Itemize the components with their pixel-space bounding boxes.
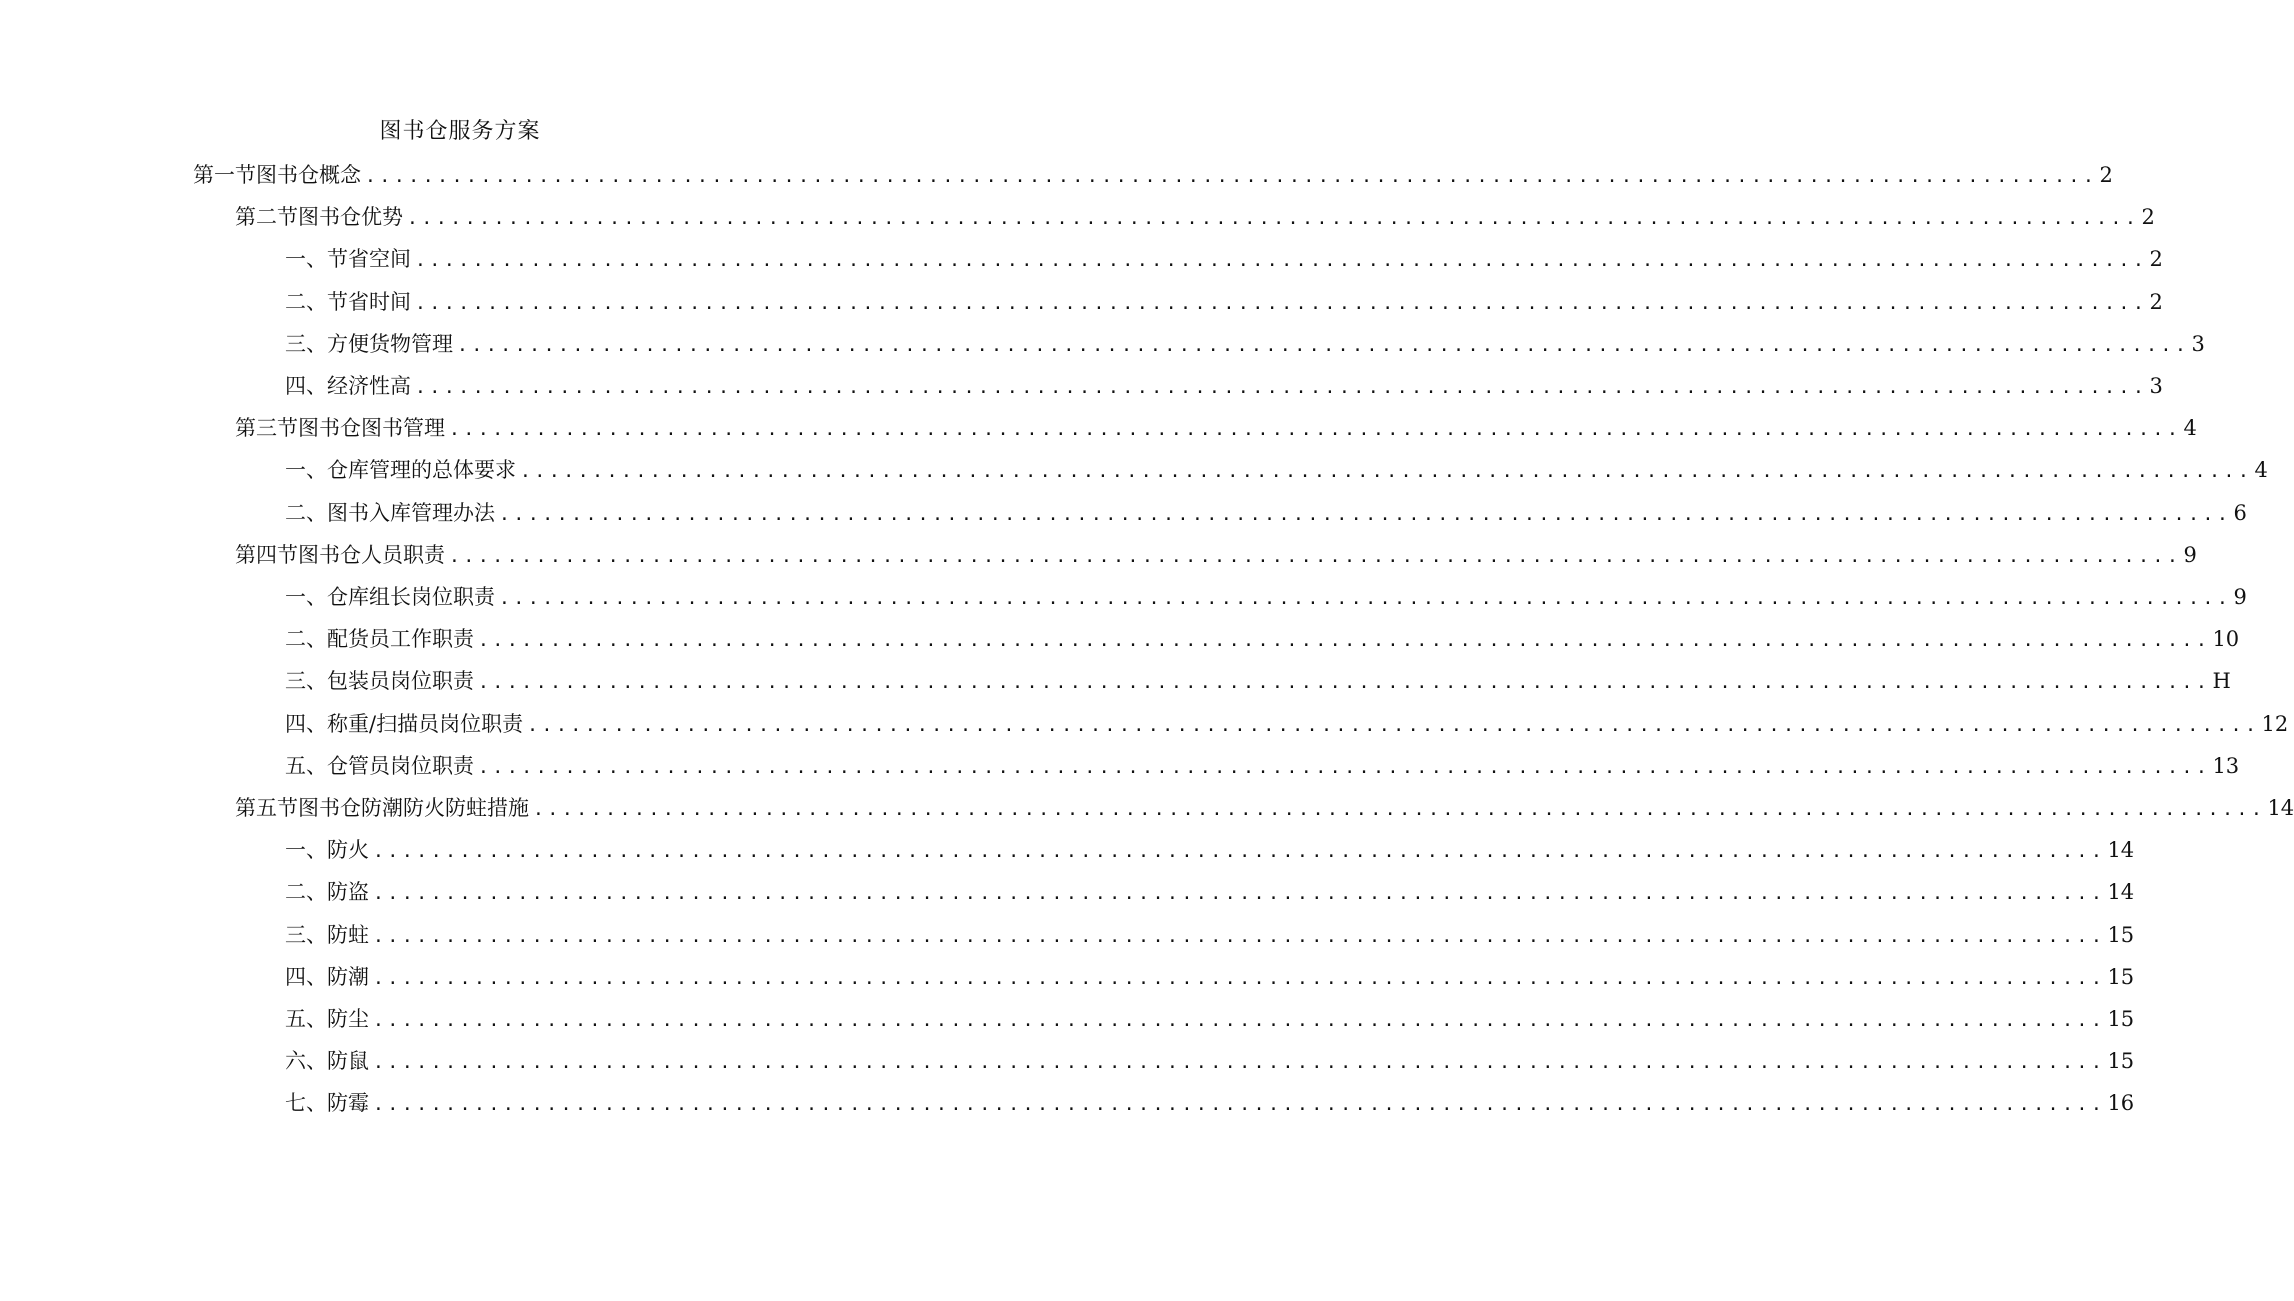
toc-entry-label: 一、仓库管理的总体要求 (285, 458, 516, 482)
toc-entry[interactable] (235, 538, 2197, 572)
toc-dot-leader: ........................................................................................................................ (373, 841, 2106, 862)
toc-entry[interactable] (285, 918, 2135, 952)
toc-dot-leader: ........................................................................................................................ (533, 799, 2266, 820)
toc-page-number: 9 (2183, 543, 2197, 567)
toc-entry[interactable] (285, 496, 2247, 530)
toc-entry[interactable] (285, 1002, 2135, 1036)
toc-dot-leader: ........................................................................................................................ (520, 461, 2253, 482)
toc-entry[interactable] (285, 285, 2163, 319)
toc-page-number: 3 (2191, 332, 2205, 356)
toc-dot-leader: ........................................................................................................................ (478, 672, 2211, 693)
toc-dot-leader: ........................................................................................................................ (478, 630, 2211, 651)
toc-entry-label: 二、配货员工作职责 (285, 627, 474, 651)
toc-page-number: 15 (2107, 923, 2135, 947)
toc-page-number: 3 (2149, 374, 2163, 398)
toc-entry[interactable] (285, 242, 2163, 276)
toc-entry[interactable] (285, 453, 2268, 487)
toc-page-number: 4 (2254, 458, 2268, 482)
toc-entry-label: 五、仓管员岗位职责 (285, 754, 474, 778)
toc-entry[interactable] (285, 749, 2240, 783)
toc-page-number: 16 (2107, 1091, 2135, 1115)
toc-dot-leader: ........................................................................................................................ (449, 546, 2182, 567)
toc-dot-leader: ........................................................................................................................ (365, 166, 2098, 187)
toc-entry[interactable] (285, 1086, 2135, 1120)
toc-entry-label: 四、经济性高 (285, 374, 411, 398)
toc-entry[interactable] (285, 369, 2163, 403)
toc-page-number: 13 (2212, 754, 2240, 778)
toc-page-number: 15 (2107, 1007, 2135, 1031)
toc-dot-leader: ........................................................................................................................ (457, 335, 2190, 356)
document-title: 图书仓服务方案 (379, 119, 541, 144)
toc-entry-label: 第一节图书仓概念 (193, 163, 361, 187)
toc-page-number: 2 (2149, 290, 2163, 314)
toc-entry-label: 三、方便货物管理 (285, 332, 453, 356)
toc-entry[interactable] (285, 707, 2289, 741)
toc-entry[interactable] (235, 411, 2197, 445)
toc-entry-label: 一、节省空间 (285, 247, 411, 271)
toc-entry[interactable] (285, 833, 2135, 867)
toc-dot-leader: ........................................................................................................................ (373, 926, 2106, 947)
toc-page-number: 6 (2233, 501, 2247, 525)
toc-page-number: H (2212, 669, 2231, 693)
toc-entry[interactable] (235, 200, 2155, 234)
toc-dot-leader: ........................................................................................................................ (373, 1094, 2106, 1115)
toc-entry-label: 第四节图书仓人员职责 (235, 543, 445, 567)
toc-entry-label: 一、防火 (285, 838, 369, 862)
toc-entry-label: 七、防霉 (285, 1091, 369, 1115)
toc-entry[interactable] (285, 960, 2135, 994)
toc-dot-leader: ........................................................................................................................ (373, 1010, 2106, 1031)
toc-dot-leader: ........................................................................................................................ (499, 504, 2232, 525)
toc-entry-label: 第三节图书仓图书管理 (235, 416, 445, 440)
toc-entry-label: 三、防蛀 (285, 923, 369, 947)
toc-dot-leader: ........................................................................................................................ (373, 968, 2106, 989)
toc-page-number: 2 (2141, 205, 2155, 229)
toc-entry[interactable] (285, 622, 2240, 656)
toc-page-number: 14 (2107, 880, 2135, 904)
toc-dot-leader: ........................................................................................................................ (415, 377, 2148, 398)
toc-entry-label: 二、图书入库管理办法 (285, 501, 495, 525)
toc-entry[interactable] (285, 875, 2135, 909)
toc-entry-label: 四、称重/扫描员岗位职责 (285, 712, 524, 736)
toc-dot-leader: ........................................................................................................................ (407, 208, 2140, 229)
toc-page-number: 15 (2107, 1049, 2135, 1073)
toc-entry-label: 二、防盗 (285, 880, 369, 904)
toc-dot-leader: ........................................................................................................................ (478, 757, 2211, 778)
toc-page-number: 10 (2212, 627, 2240, 651)
toc-entry[interactable] (285, 664, 2231, 698)
toc-entry-label: 二、节省时间 (285, 290, 411, 314)
toc-dot-leader: ........................................................................................................................ (415, 250, 2148, 271)
toc-entry-label: 第二节图书仓优势 (235, 205, 403, 229)
toc-dot-leader: ........................................................................................................................ (415, 293, 2148, 314)
toc-page-number: 12 (2261, 712, 2289, 736)
toc-page-number: 4 (2183, 416, 2197, 440)
toc-page-number: 2 (2149, 247, 2163, 271)
toc-page-number: 14 (2107, 838, 2135, 862)
toc-entry-label: 四、防潮 (285, 965, 369, 989)
toc-dot-leader: ........................................................................................................................ (499, 588, 2232, 609)
toc-dot-leader: ........................................................................................................................ (373, 883, 2106, 904)
toc-entry-label: 一、仓库组长岗位职责 (285, 585, 495, 609)
toc-entry[interactable] (285, 1044, 2135, 1078)
toc-entry-label: 六、防鼠 (285, 1049, 369, 1073)
toc-entry[interactable] (193, 158, 2113, 192)
toc-entry[interactable] (235, 791, 2294, 825)
toc-page-number: 9 (2233, 585, 2247, 609)
toc-entry[interactable] (285, 327, 2205, 361)
toc-dot-leader: ........................................................................................................................ (527, 715, 2260, 736)
toc-page-number: 15 (2107, 965, 2135, 989)
toc-entry-label: 三、包装员岗位职责 (285, 669, 474, 693)
toc-page-number: 2 (2099, 163, 2113, 187)
toc-entry[interactable] (285, 580, 2247, 614)
toc-dot-leader: ........................................................................................................................ (449, 419, 2182, 440)
toc-page-number: 14 (2267, 796, 2294, 820)
toc-dot-leader: ........................................................................................................................ (373, 1052, 2106, 1073)
toc-entry-label: 第五节图书仓防潮防火防蛀措施 (235, 796, 529, 820)
toc-entry-label: 五、防尘 (285, 1007, 369, 1031)
